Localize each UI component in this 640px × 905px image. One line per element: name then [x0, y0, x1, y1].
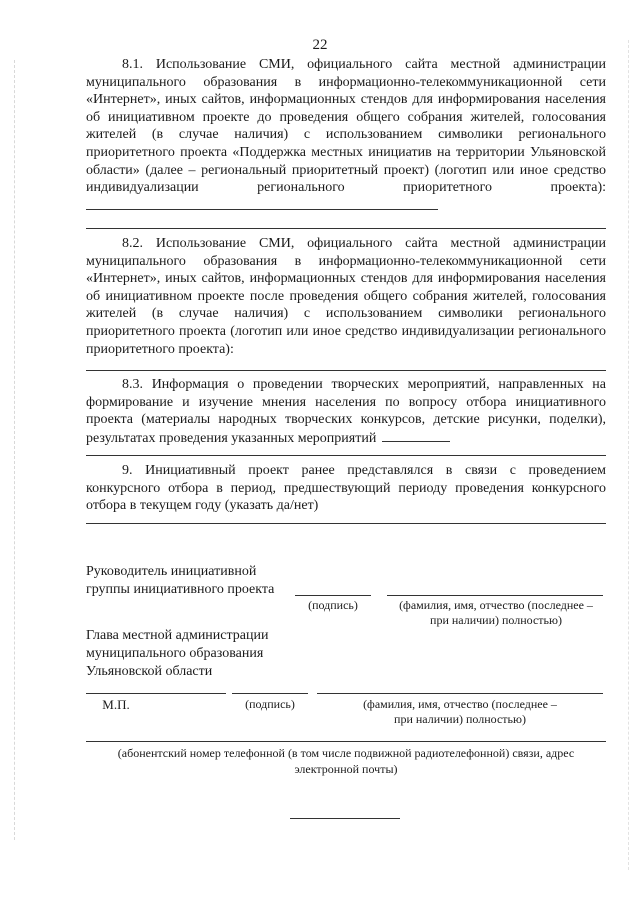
head-title-line-2: муниципального образования: [86, 646, 264, 661]
contact-line: [86, 741, 606, 742]
head-name-caption-1: (фамилия, имя, отчество (последнее –: [363, 697, 557, 711]
leader-signature-caption: (подпись): [308, 598, 358, 612]
section-8-1: [86, 56, 606, 215]
stamp-label: М.П.: [102, 697, 130, 712]
section-8-2-answer-rule: [86, 370, 606, 371]
section-8-3-answer-line: [382, 429, 450, 442]
section-8-2: [86, 235, 606, 358]
head-name-caption-2: при наличии) полностью): [394, 712, 526, 726]
head-title-line-3: Ульяновской области: [86, 664, 213, 679]
leader-name-caption-1: (фамилия, имя, отчество (последнее –: [399, 598, 593, 612]
head-signature-line: [232, 693, 308, 694]
section-8-1-answer-rule: [86, 228, 606, 229]
section-8-1-answer-line: [86, 197, 438, 210]
section-9-text: 9. Инициативный проект ранее представлялся в связи с проведением конкурсного отбора в период, предшествующий периоду проведения конкурсного отбора в текущем году (указать да/нет): [86, 463, 606, 514]
scan-margin-left: [14, 60, 15, 840]
section-8-3-answer-rule: [86, 455, 606, 456]
section-8-2-text: 8.2. Использование СМИ, официального сайта местной администрации муниципального образования в информационно-телекоммуникационной сети «Интернет», иных сайтов, информационных стендов для информирования населения об инициативном проекте после проведения общего собрания жителей, голосования жителей (в случае наличия) с использованием символики регионального приоритетного проекта (логотип или иное средство индивидуализации регионального приоритетного проекта):: [86, 236, 606, 357]
section-9-answer-rule: [86, 523, 606, 524]
section-8-3: [86, 376, 606, 447]
section-8-3-text: 8.3. Информация о проведении творческих мероприятий, направленных на формирование и изучение мнения населения по вопросу отбора инициативного проекта (материалы народных творческих конкурсов, детские рисунки, поделки), результатах проведения указанных мероприятий: [86, 377, 606, 446]
head-title-line-1: Глава местной администрации: [86, 628, 269, 643]
section-9: [86, 462, 606, 515]
head-signature-caption: (подпись): [245, 697, 295, 711]
leader-title-line-2: группы инициативного проекта: [86, 582, 275, 597]
head-stamp-line: [86, 693, 226, 694]
leader-title-line-1: Руководитель инициативной: [86, 564, 257, 579]
scan-margin-right: [628, 40, 629, 870]
leader-signature-line: [295, 595, 371, 596]
page-number: 22: [312, 37, 328, 53]
leader-name-line: [387, 595, 603, 596]
head-name-line: [317, 693, 603, 694]
closing-divider: [290, 818, 400, 819]
leader-name-caption-2: при наличии) полностью): [430, 613, 562, 627]
section-8-1-text: 8.1. Использование СМИ, официального сайта местной администрации муниципального образования в информационно-телекоммуникационной сети «Интернет», иных сайтов, информационных стендов для информирования населения об инициативном проекте до проведения общего собрания жителей, голосования жителей (в случае наличия) с использованием символики регионального приоритетного проекта «Поддержка местных инициатив на территории Ульяновской области» (далее – региональный приоритетный проект) (логотип или иное средство индивидуализации регионального приоритетного проекта):: [86, 57, 606, 196]
contact-caption: (абонентский номер телефонной (в том числе подвижной радиотелефонной) связи, адрес электронной почты): [117, 746, 575, 776]
